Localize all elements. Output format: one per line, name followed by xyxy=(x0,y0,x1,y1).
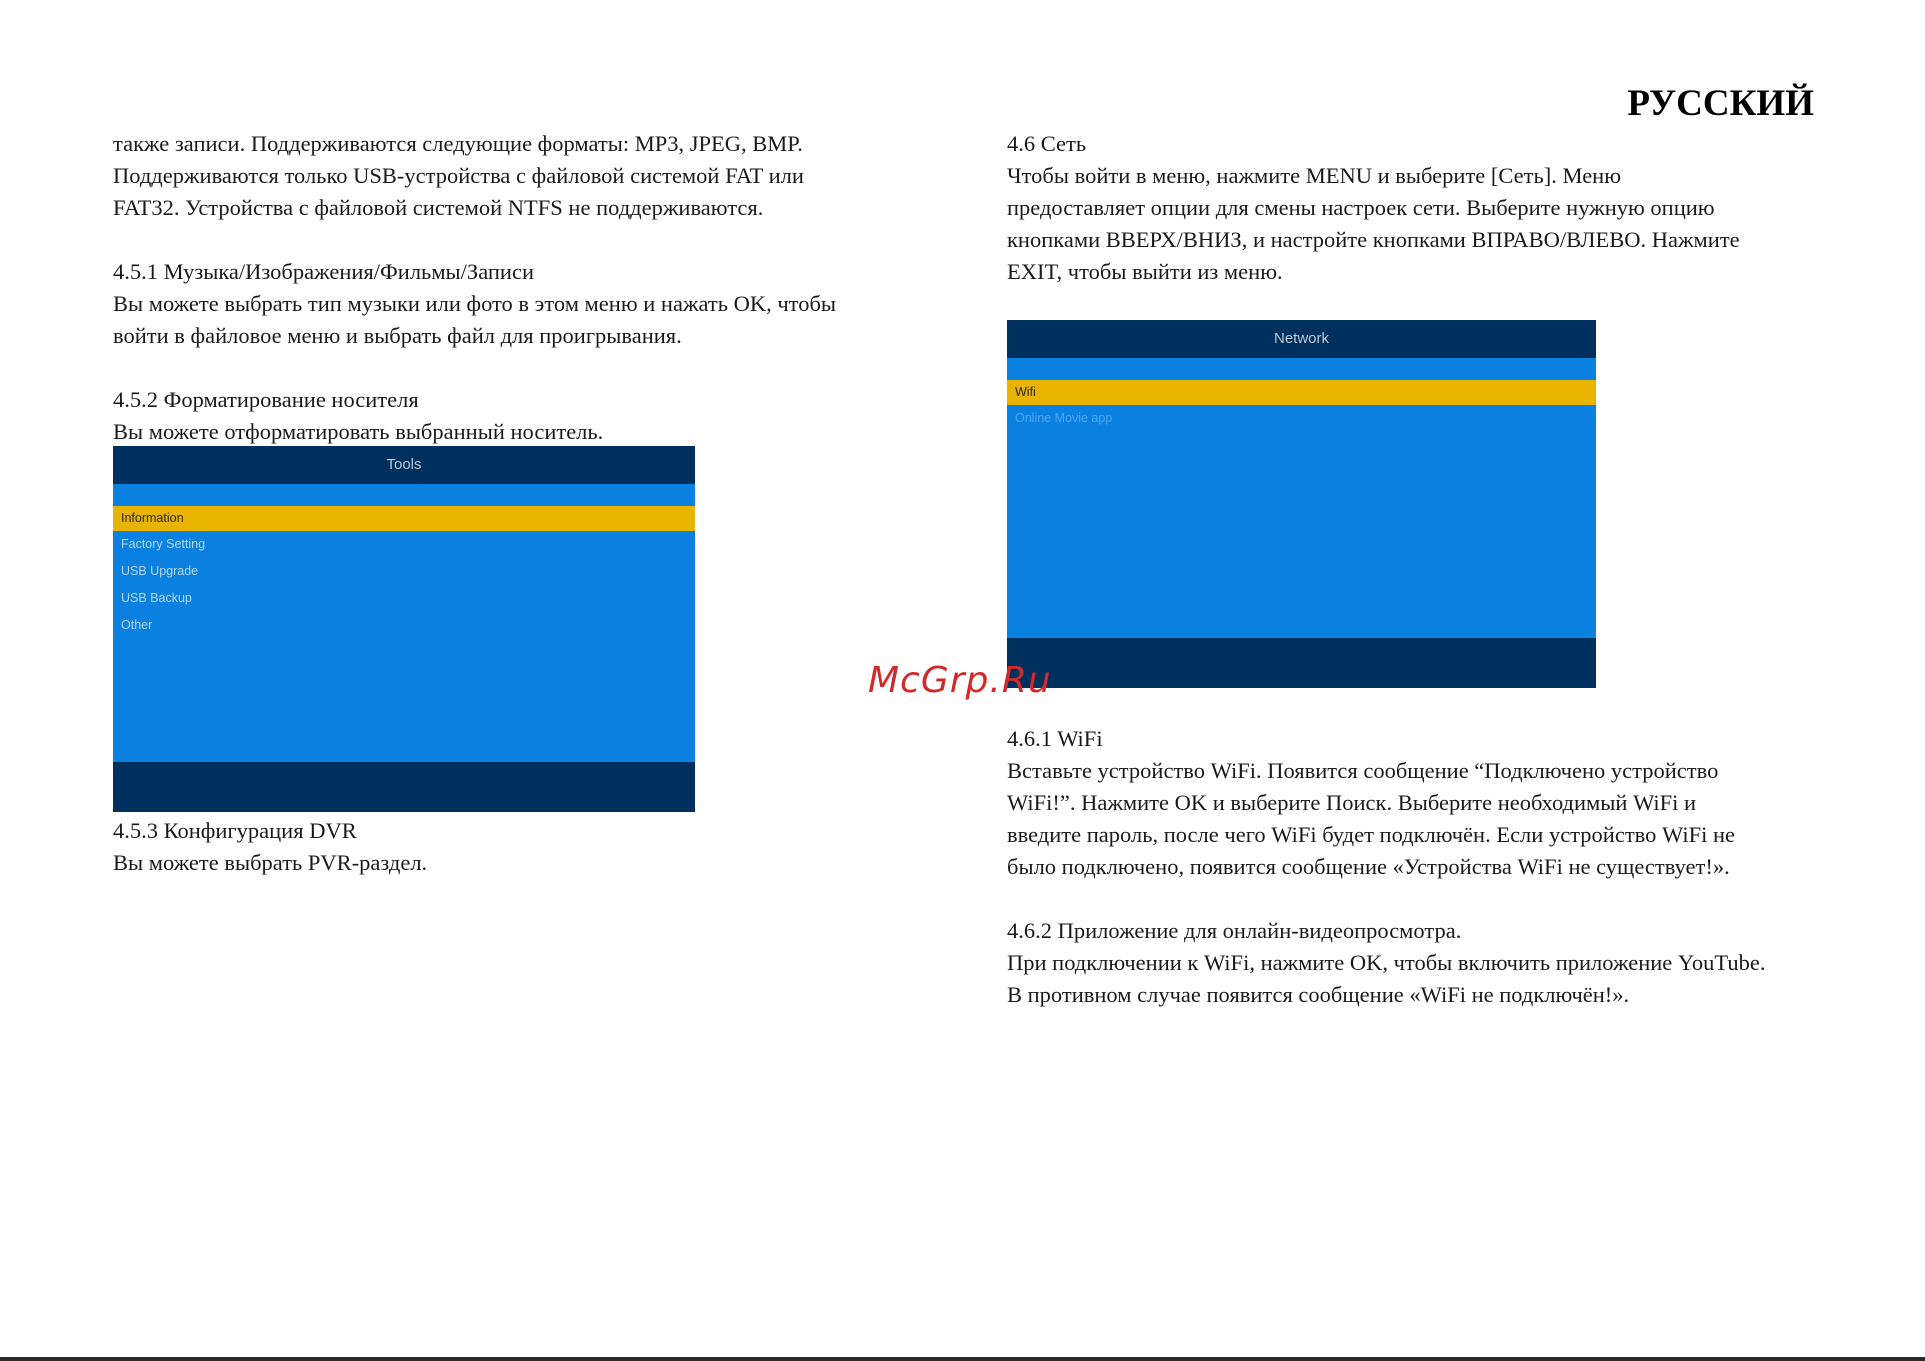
network-menu-item-online-movie: Online Movie app xyxy=(1015,411,1113,425)
tools-menu-item-usb-backup: USB Backup xyxy=(121,591,192,605)
section-451-heading: 4.5.1 Музыка/Изображения/Фильмы/Записи xyxy=(113,259,534,284)
network-menu-item-wifi: Wifi xyxy=(1007,380,1596,405)
section-453-heading: 4.5.3 Конфигурация DVR xyxy=(113,818,357,843)
section-452-line: Вы можете отформатировать выбранный носитель. xyxy=(113,419,604,444)
section-452-heading: 4.5.2 Форматирование носителя xyxy=(113,387,419,412)
tools-menu-item-other: Other xyxy=(121,618,153,632)
network-menu-screenshot xyxy=(1007,320,1596,688)
section-461-line-2: WiFi!”. Нажмите OK и выберите Поиск. Выберите необходимый WiFi и xyxy=(1007,790,1697,815)
tools-menu-item-usb-upgrade: USB Upgrade xyxy=(121,564,199,578)
section-462-heading: 4.6.2 Приложение для онлайн-видеопросмотра. xyxy=(1007,918,1462,943)
left-column-bottom xyxy=(113,815,427,879)
language-header: РУССКИЙ xyxy=(1627,83,1814,124)
tools-menu-item-information: Information xyxy=(113,506,695,531)
section-462-line-1: При подключении к WiFi, нажмите OK, чтобы включить приложение YouTube. xyxy=(1007,950,1766,975)
section-46-heading: 4.6 Сеть xyxy=(1007,131,1087,156)
section-453-line: Вы можете выбрать PVR-раздел. xyxy=(113,850,428,875)
section-461-line-3: введите пароль, после чего WiFi будет подключён. Если устройство WiFi не xyxy=(1007,822,1735,847)
tools-menu-screenshot xyxy=(113,446,695,812)
tools-menu-item-factory-setting: Factory Setting xyxy=(121,537,206,551)
section-46-line-2: предоставляет опции для смены настроек сети. Выберите нужную опцию xyxy=(1007,195,1715,220)
section-461-heading: 4.6.1 WiFi xyxy=(1007,726,1103,751)
section-461-line-4: было подключено, появится сообщение «Устройства WiFi не существует!». xyxy=(1007,854,1730,879)
left-column xyxy=(113,128,836,448)
right-column-bottom xyxy=(1007,723,1765,1011)
section-451-line-1: Вы можете выбрать тип музыки или фото в этом меню и нажать OK, чтобы xyxy=(113,291,837,316)
tools-menu-title: Tools xyxy=(113,446,695,484)
intro-line-2: Поддерживаются только USB-устройства с файловой системой FAT или xyxy=(113,163,804,188)
network-menu-footer xyxy=(1007,638,1596,688)
section-46-line-4: EXIT, чтобы выйти из меню. xyxy=(1007,259,1283,284)
intro-line-3: FAT32. Устройства с файловой системой NTFS не поддерживаются. xyxy=(113,195,764,220)
bottom-rule xyxy=(0,1357,1925,1361)
intro-line-1: также записи. Поддерживаются следующие форматы: MP3, JPEG, BMP. xyxy=(113,131,803,156)
right-column xyxy=(1007,128,1740,288)
section-451-line-2: войти в файловое меню и выбрать файл для проигрывания. xyxy=(113,323,682,348)
network-menu-title: Network xyxy=(1007,320,1596,358)
watermark: McGrp.Ru xyxy=(868,660,1052,701)
tools-menu-footer xyxy=(113,762,695,812)
section-462-line-2: В противном случае появится сообщение «WiFi не подключён!». xyxy=(1007,982,1630,1007)
section-46-line-1: Чтобы войти в меню, нажмите MENU и выберите [Сеть]. Меню xyxy=(1007,163,1622,188)
section-46-line-3: кнопками ВВЕРХ/ВНИЗ, и настройте кнопками ВПРАВО/ВЛЕВО. Нажмите xyxy=(1007,227,1740,252)
section-461-line-1: Вставьте устройство WiFi. Появится сообщение “Подключено устройство xyxy=(1007,758,1719,783)
